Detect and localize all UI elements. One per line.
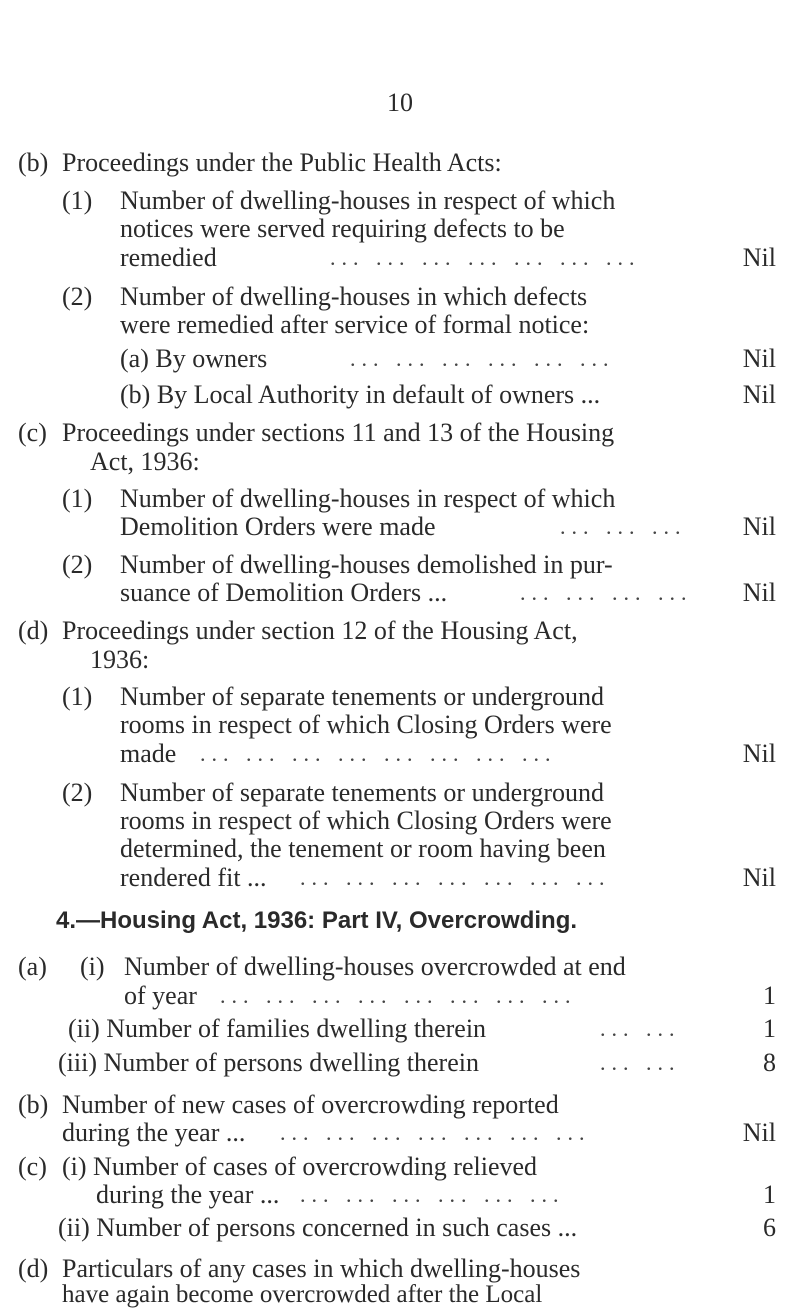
c2-number: (2) <box>62 550 93 579</box>
b2-line-1: Number of dwelling-houses in which defects <box>120 282 588 311</box>
d1-line-3: made <box>120 739 177 768</box>
leader-dots: ... ... ... ... ... ... ... ... <box>220 983 577 1008</box>
s4c-label: (c) <box>18 1152 47 1181</box>
section-d-label: (d) <box>18 616 49 645</box>
s4a-ii-text: (ii) Number of families dwelling therein <box>68 1014 487 1043</box>
b1-number: (1) <box>62 186 93 215</box>
c1-line-1: Number of dwelling-houses in respect of which <box>120 484 616 513</box>
b1-line-3: remedied <box>120 243 217 272</box>
leader-dots: ... ... ... <box>560 514 687 539</box>
s4b-line-2: during the year ... <box>62 1118 246 1147</box>
s4a-i-line-1: Number of dwelling-houses overcrowded at end <box>124 952 626 981</box>
s4a-i-line-2: of year <box>124 981 197 1010</box>
d2-line-1: Number of separate tenements or underground <box>120 778 604 807</box>
leader-dots: ... ... ... ... ... ... <box>300 1182 565 1207</box>
s4c-i-line-1: (i) Number of cases of overcrowding relieved <box>62 1152 538 1181</box>
section-c-title-1: Proceedings under sections 11 and 13 of the Housing <box>62 418 615 447</box>
b2-number: (2) <box>62 282 93 311</box>
d1-line-1: Number of separate tenements or underground <box>120 682 604 711</box>
d1-number: (1) <box>62 682 93 711</box>
section-d-title-1: Proceedings under section 12 of the Housing Act, <box>62 616 578 645</box>
d2-line-3: determined, the tenement or room having been <box>120 834 606 863</box>
leader-dots: ... ... ... ... <box>520 580 693 605</box>
s4b-line-1: Number of new cases of overcrowding reported <box>62 1090 559 1119</box>
b2a-text: (a) By owners <box>120 344 268 373</box>
b2-line-2: were remedied after service of formal notice: <box>120 310 590 339</box>
s4a-i-value: 1 <box>763 981 776 1010</box>
page-number: 10 <box>387 88 413 117</box>
b1-line-2: notices were served requiring defects to be <box>120 214 565 243</box>
c2-line-1: Number of dwelling-houses demolished in pur- <box>120 550 613 579</box>
c2-line-2: suance of Demolition Orders ... <box>120 578 448 607</box>
section-4-heading: 4.—Housing Act, 1936: Part IV, Overcrowding. <box>56 907 578 934</box>
c2-value: Nil <box>742 578 776 607</box>
d1-value: Nil <box>742 739 776 768</box>
b2b-text: (b) By Local Authority in default of owners ... <box>120 380 601 409</box>
section-b-title: Proceedings under the Public Health Acts: <box>62 148 502 177</box>
s4d-line-2: have again become overcrowded after the Local <box>62 1281 543 1308</box>
s4a-label: (a) <box>18 952 47 981</box>
s4a-iii-text: (iii) Number of persons dwelling therein <box>58 1048 479 1077</box>
leader-dots: ... ... ... ... ... ... ... <box>280 1120 591 1145</box>
s4d-label: (d) <box>18 1254 49 1283</box>
section-b-label: (b) <box>18 148 49 177</box>
s4a-iii-value: 8 <box>763 1048 776 1077</box>
s4a-i-number: (i) <box>80 952 105 981</box>
b1-line-1: Number of dwelling-houses in respect of which <box>120 186 616 215</box>
leader-dots: ... ... ... ... ... ... ... ... <box>200 741 557 766</box>
leader-dots: ... ... ... ... ... ... ... <box>300 865 611 890</box>
leader-dots: ... ... <box>600 1050 681 1075</box>
s4c-i-value: 1 <box>763 1180 776 1209</box>
d1-line-2: rooms in respect of which Closing Orders were <box>120 710 612 739</box>
s4b-label: (b) <box>18 1090 49 1119</box>
s4c-ii-text: (ii) Number of persons concerned in such cases ... <box>58 1213 578 1242</box>
section-c-label: (c) <box>18 418 47 447</box>
c1-line-2: Demolition Orders were made <box>120 512 436 541</box>
d2-line-4: rendered fit ... <box>120 863 267 892</box>
leader-dots: ... ... ... ... ... ... ... <box>330 245 641 270</box>
section-d-title-2: 1936: <box>90 645 150 674</box>
s4a-ii-value: 1 <box>763 1014 776 1043</box>
d2-number: (2) <box>62 778 93 807</box>
d2-value: Nil <box>742 863 776 892</box>
s4b-value: Nil <box>742 1118 776 1147</box>
b1-value: Nil <box>742 243 776 272</box>
s4d-line-1: Particulars of any cases in which dwelling-houses <box>62 1254 581 1283</box>
c1-value: Nil <box>742 512 776 541</box>
leader-dots: ... ... <box>600 1016 681 1041</box>
leader-dots: ... ... ... ... ... ... <box>350 346 615 371</box>
c1-number: (1) <box>62 484 93 513</box>
s4c-ii-value: 6 <box>763 1213 776 1242</box>
b2b-value: Nil <box>742 380 776 409</box>
b2a-value: Nil <box>742 344 776 373</box>
section-c-title-2: Act, 1936: <box>90 447 200 476</box>
d2-line-2: rooms in respect of which Closing Orders were <box>120 806 612 835</box>
s4c-i-line-2: during the year ... <box>96 1180 280 1209</box>
